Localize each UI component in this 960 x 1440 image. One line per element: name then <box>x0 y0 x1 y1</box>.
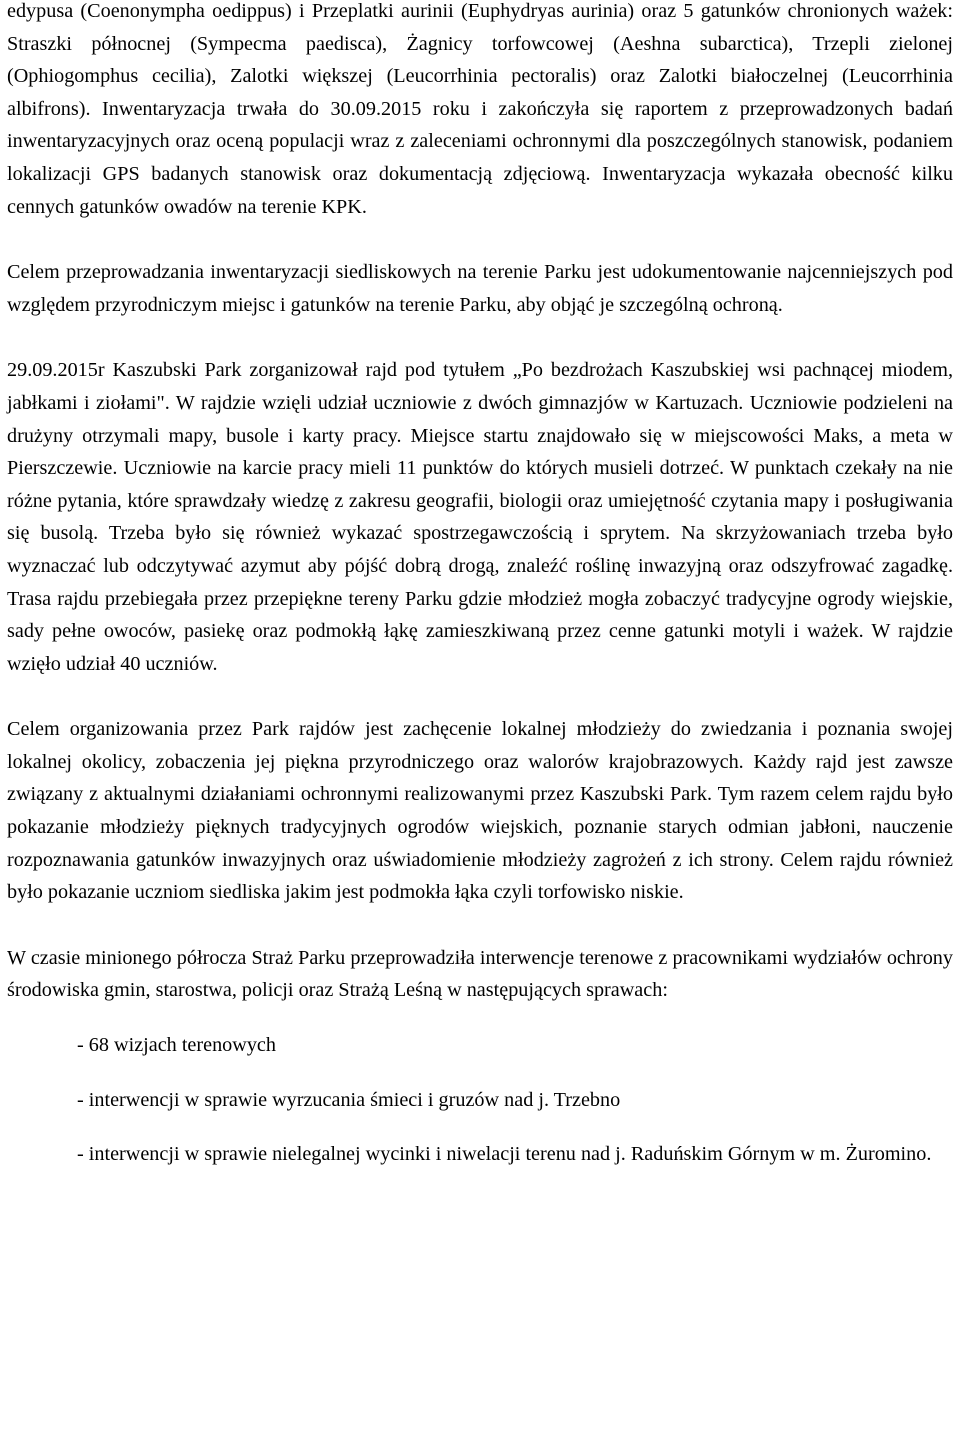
list-item-litter-intervention: - interwencji w sprawie wyrzucania śmieci i gruzów nad j. Trzebno <box>77 1088 621 1111</box>
list-spacer <box>7 1116 953 1138</box>
document-page <box>7 0 953 1440</box>
paragraph-spacer <box>7 223 953 256</box>
paragraph-park-guard-interventions: W czasie minionego półrocza Straż Parku przeprowadziła interwencje terenowe z pracownikami wydziałów ochrony środowiska gmin, starostwa, policji oraz Strażą Leśną w następujących sprawach: <box>7 946 953 1002</box>
paragraph-butterfly-inventory: edypusa (Coenonympha oedippus) i Przeplatki aurinii (Euphydryas aurinia) oraz 5 gatunków chronionych ważek: Straszki północnej (Sympecma paedisca), Żagnicy torfowcowej (Aeshna subarctica), Trzepli zielonej (Ophiogomphus cecilia), Zalotki większej (Leucorrhinia pectoralis) oraz Zalotki białoczelnej (Leucorrhinia albifrons). Inwentaryzacja trwała do 30.09.2015 roku i zakończyła się raportem z przeprowadzonych badań inwentaryzacyjnych oraz oceną populacji wraz z zaleceniami ochronnymi dla poszczególnych stanowisk, podaniem lokalizacji GPS badanych stanowisk oraz dokumentacją zdjęciową. Inwentaryzacja wykazała obecność kilku cennych gatunków owadów na terenie KPK. <box>7 0 953 218</box>
paragraph-spacer <box>7 680 953 713</box>
paragraph-inventory-purpose: Celem przeprowadzania inwentaryzacji siedliskowych na terenie Parku jest udokumentowanie najcenniejszych pod względem przyrodniczym miejsc i gatunków na terenie Parku, aby objąć je szczególną ochroną. <box>7 261 953 316</box>
list-item-site-visits: - 68 wizjach terenowych <box>77 1034 276 1057</box>
list-spacer <box>7 1007 953 1029</box>
paragraph-spacer <box>7 909 953 942</box>
list-item-logging-intervention: - interwencji w sprawie nielegalnej wycinki i niwelacji terenu nad j. Raduńskim Górnym w m. Żuromino. <box>77 1143 932 1166</box>
paragraph-rally-description: 29.09.2015r Kaszubski Park zorganizował rajd pod tytułem „Po bezdrożach Kaszubskiej wsi pachnącej miodem, jabłkami i ziołami". W rajdzie wzięli udział uczniowie z dwóch gimnazjów w Kartuzach. Uczniowie podzieleni na drużyny otrzymali mapy, busole i karty pracy. Miejsce startu znajdowało się w miejscowości Maks, a meta w Pierszczewie. Uczniowie na karcie pracy mieli 11 punktów do których musieli dotrzeć. W punktach czekały na nie różne pytania, które sprawdzały wiedzę z zakresu geografii, biologii oraz umiejętność czytania mapy i posługiwania się busolą. Trzeba było się również wykazać spostrzegawczością i sprytem. Na skrzyżowaniach trzeba było wyznaczać lub odczytywać azymut aby pójść dobrą drogą, znaleźć roślinę inwazyjną oraz odszyfrować zagadkę. Trasa rajdu przebiegała przez przepiękne tereny Parku gdzie młodzież mogła zobaczyć tradycyjne ogrody wiejskie, sady pełne owoców, pasiekę oraz podmokłą łąkę zamieszkiwaną przez cenne gatunki motyli i ważek. W rajdzie wzięło udział 40 uczniów. <box>7 359 953 675</box>
list-spacer <box>7 1062 953 1084</box>
paragraph-rally-purpose: Celem organizowania przez Park rajdów jest zachęcenie lokalnej młodzieży do zwiedzania i poznania swojej lokalnej okolicy, zobaczenia jej piękna przyrodniczego oraz walorów krajobrazowych. Każdy rajd jest zawsze związany z aktualnymi działaniami ochronnymi realizowanymi przez Kaszubski Park. Tym razem celem rajdu było pokazanie młodzieży pięknych tradycyjnych ogrodów wiejskich, poznanie starych odmian jabłoni, nauczenie rozpoznawania gatunków inwazyjnych oraz uświadomienie młodzieży zagrożeń z ich strony. Celem rajdu również było pokazanie uczniom siedliska jakim jest podmokła łąka czyli torfowisko niskie. <box>7 718 953 904</box>
paragraph-spacer <box>7 321 953 354</box>
